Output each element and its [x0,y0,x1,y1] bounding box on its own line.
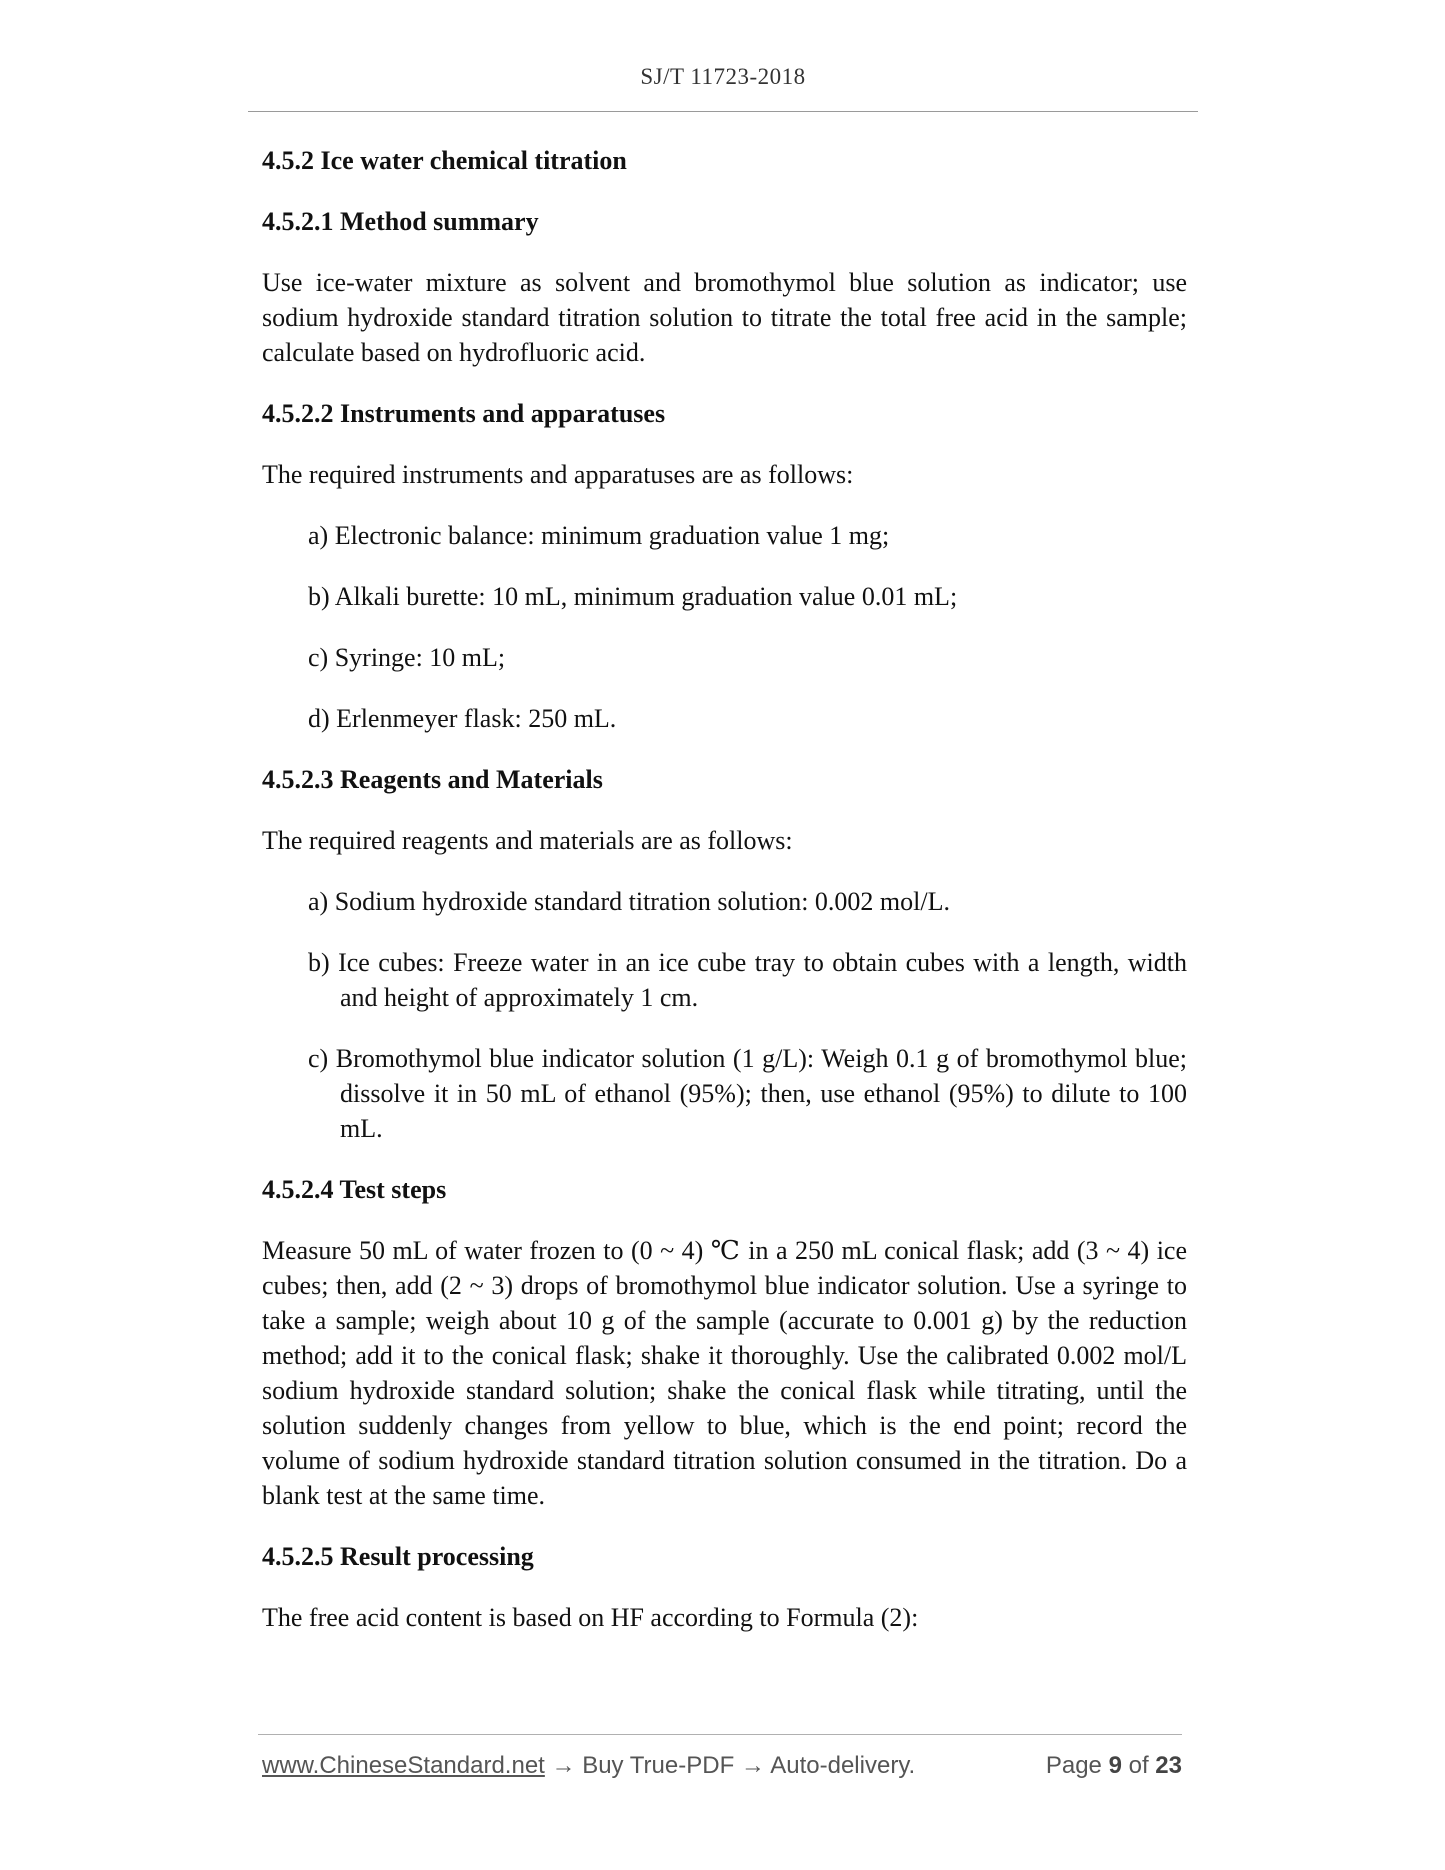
section-heading: 4.5.2.5 Result processing [262,1542,534,1571]
list-item: a) Electronic balance: minimum graduation value 1 mg; [308,521,890,550]
paragraph: The required reagents and materials are as follows: [262,826,793,855]
website-link[interactable]: www.ChineseStandard.net [262,1752,545,1779]
list-item: b) Alkali burette: 10 mL, minimum graduation value 0.01 mL; [308,582,958,611]
arrow-right-icon: → [740,1752,765,1779]
delivery-text: Auto-delivery. [770,1752,916,1779]
section-heading: 4.5.2 Ice water chemical titration [262,146,627,175]
paragraph: The free acid content is based on HF according to Formula (2): [262,1603,919,1632]
list-item: d) Erlenmeyer flask: 250 mL. [308,704,617,733]
footer-divider [258,1734,1182,1735]
page-total: 23 [1155,1752,1182,1779]
section-heading: 4.5.2.4 Test steps [262,1175,447,1204]
footer-links [262,1752,915,1780]
paragraph: Measure 50 mL of water frozen to (0 ~ 4) ℃ in a 250 mL conical flask; add (3 ~ 4) ice cubes; then, add (2 ~ 3) drops of bromothymol blue indicator solution. Use a syringe to take a sample; weigh about 10 g of the sample (accurate to 0.001 g) by the reduction method; add it to the conical flask; shake it thoroughly. Use the calibrated 0.002 mol/L sodium hydroxide standard solution; shake the conical flask while titrating, until the solution suddenly changes from yellow to blue, which is the end point; record the volume of sodium hydroxide standard titration solution consumed in the titration. Do a blank test at the same time. [262,1236,1187,1510]
buy-pdf-text: Buy True-PDF [582,1752,735,1779]
header-divider [248,111,1198,112]
document-body [262,143,1187,1661]
section-heading: 4.5.2.3 Reagents and Materials [262,765,603,794]
page-indicator [1046,1752,1182,1780]
list-item: c) Bromothymol blue indicator solution (1 g/L): Weigh 0.1 g of bromothymol blue; dissolve it in 50 mL of ethanol (95%); then, use ethanol (95%) to dilute to 100 mL. [308,1044,1187,1143]
section-heading: 4.5.2.2 Instruments and apparatuses [262,399,666,428]
list-item: b) Ice cubes: Freeze water in an ice cube tray to obtain cubes with a length, width and height of approximately 1 cm. [308,948,1187,1012]
of-label: of [1128,1752,1149,1779]
paragraph: The required instruments and apparatuses are as follows: [262,460,854,489]
page-label: Page [1045,1752,1102,1779]
document-header: SJ/T 11723-2018 [640,64,806,89]
paragraph: Use ice-water mixture as solvent and bromothymol blue solution as indicator; use sodium hydroxide standard titration solution to titrate the total free acid in the sample; calculate based on hydrofluoric acid. [262,268,1187,367]
arrow-right-icon: → [551,1752,576,1779]
list-item: c) Syringe: 10 mL; [308,643,506,672]
page-current: 9 [1108,1752,1122,1779]
section-heading: 4.5.2.1 Method summary [262,207,539,236]
list-item: a) Sodium hydroxide standard titration solution: 0.002 mol/L. [308,887,950,916]
